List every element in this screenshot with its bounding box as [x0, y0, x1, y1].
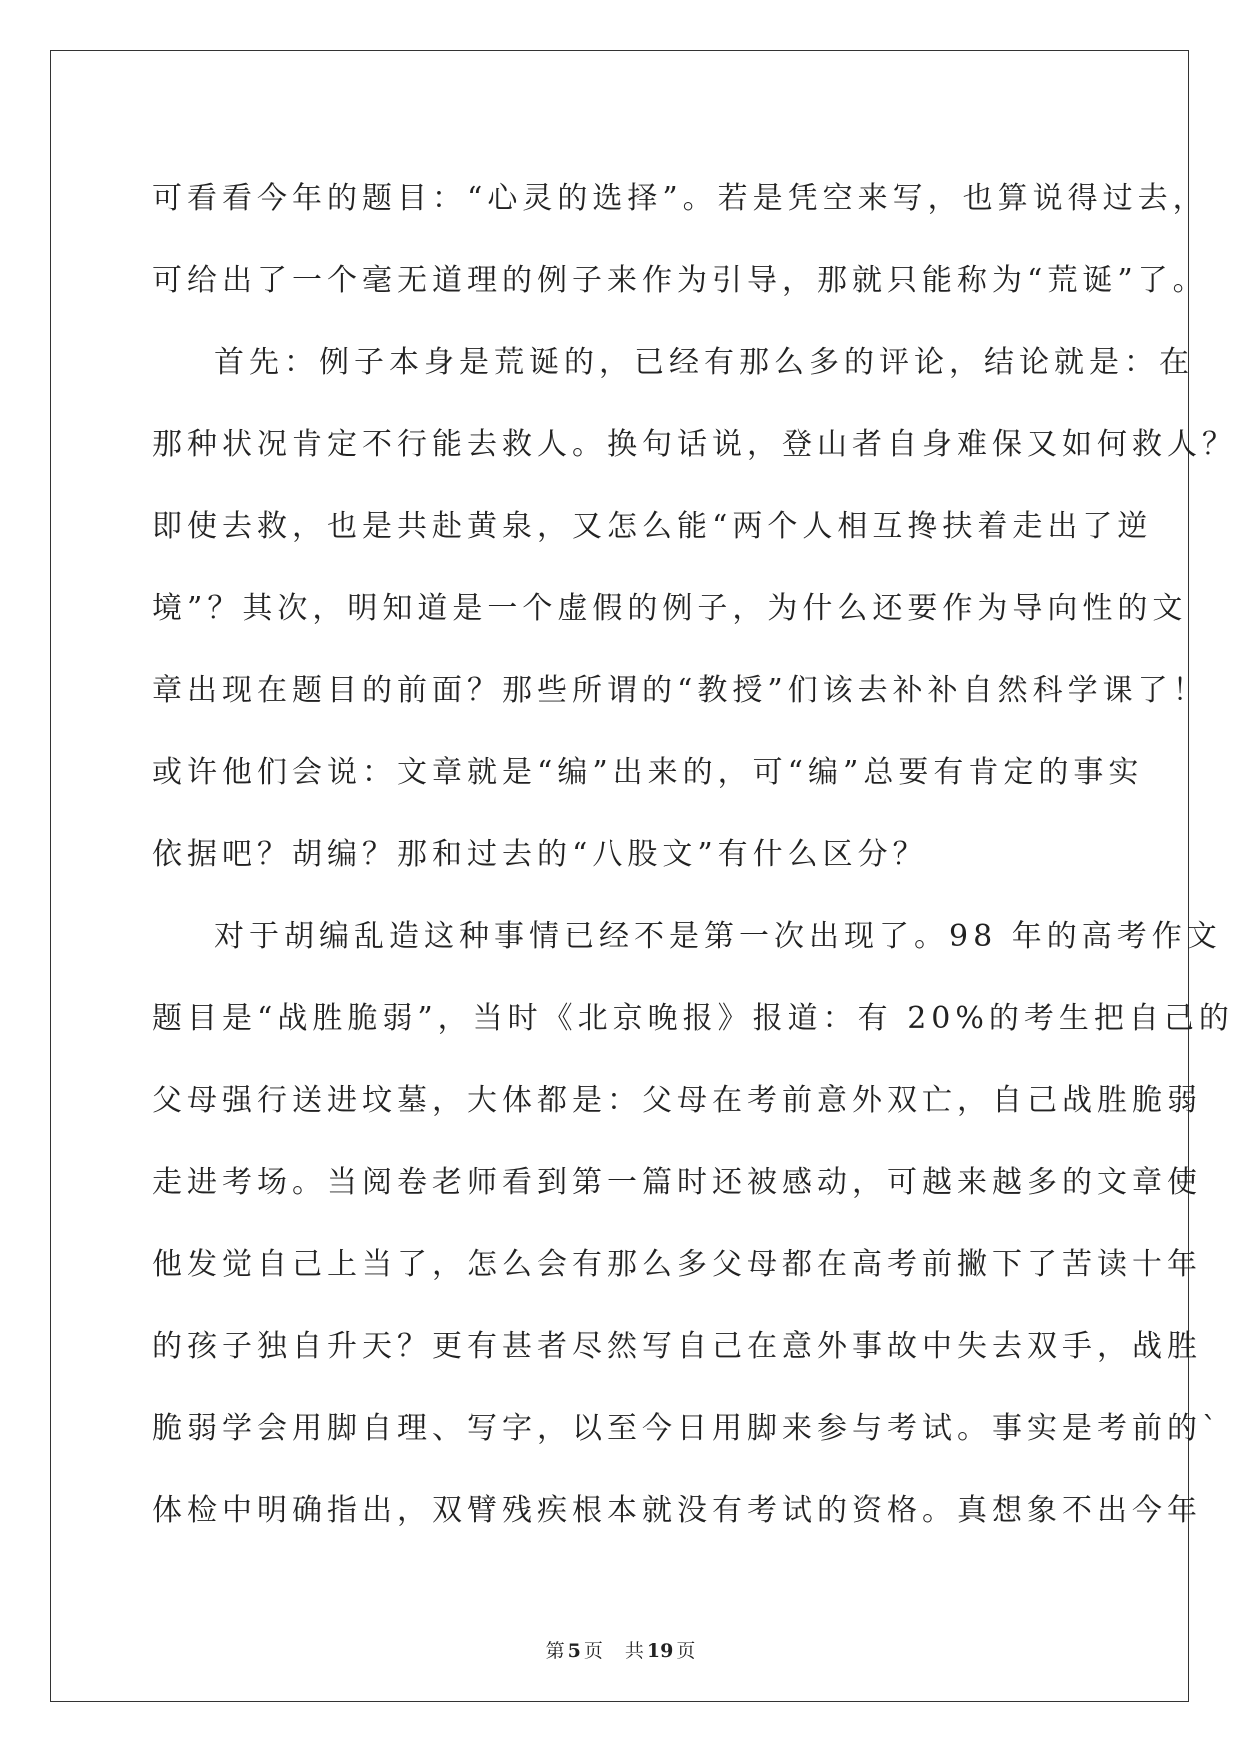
total-suffix: 页 — [676, 1640, 696, 1662]
text-line: 那种状况肯定不行能去救人。换句话说，登山者自身难保又如何救人？ — [152, 427, 1237, 462]
text-line: 体检中明确指出，双臂残疾根本就没有考试的资格。真想象不出今年 — [152, 1493, 1202, 1528]
paragraph-end-line: 依据吧？胡编？那和过去的“八股文”有什么区分？ — [152, 837, 928, 872]
text-line: 章出现在题目的前面？那些所谓的“教授”们该去补补自然科学课了！ — [152, 673, 1208, 708]
text-line: 他发觉自己上当了，怎么会有那么多父母都在高考前撇下了苦读十年 — [152, 1247, 1202, 1282]
paragraph-start-line: 对于胡编乱造这种事情已经不是第一次出现了。98 年的高考作文 — [214, 919, 1222, 954]
paragraph-start-line: 首先：例子本身是荒诞的，已经有那么多的评论，结论就是：在 — [214, 345, 1194, 380]
page-suffix: 页 — [583, 1640, 603, 1662]
total-prefix: 共 — [624, 1640, 644, 1662]
text-line: 可看看今年的题目：“心灵的选择”。若是凭空来写，也算说得过去， — [152, 181, 1208, 216]
page-number: 5 — [567, 1640, 581, 1662]
text-line: 父母强行送进坟墓，大体都是：父母在考前意外双亡，自己战胜脆弱 — [152, 1083, 1202, 1118]
text-line: 题目是“战胜脆弱”，当时《北京晚报》报道：有 20%的考生把自己的 — [152, 1001, 1234, 1036]
text-line: 或许他们会说：文章就是“编”出来的，可“编”总要有肯定的事实 — [152, 755, 1144, 790]
text-line: 境”？其次，明知道是一个虚假的例子，为什么还要作为导向性的文 — [152, 591, 1188, 626]
total-pages: 19 — [646, 1640, 674, 1662]
document-body — [152, 158, 1237, 1552]
text-line: 脆弱学会用脚自理、写字，以至今日用脚来参与考试。事实是考前的` — [152, 1411, 1222, 1446]
text-line: 即使去救，也是共赴黄泉，又怎么能“两个人相互搀扶着走出了逆 — [152, 509, 1153, 544]
page-prefix: 第 — [545, 1640, 565, 1662]
text-line: 可给出了一个毫无道理的例子来作为引导，那就只能称为“荒诞”了。 — [152, 263, 1208, 298]
page-footer — [0, 1636, 1241, 1663]
text-line: 的孩子独自升天？更有甚者尽然写自己在意外事故中失去双手，战胜 — [152, 1329, 1202, 1364]
text-line: 走进考场。当阅卷老师看到第一篇时还被感动，可越来越多的文章使 — [152, 1165, 1202, 1200]
